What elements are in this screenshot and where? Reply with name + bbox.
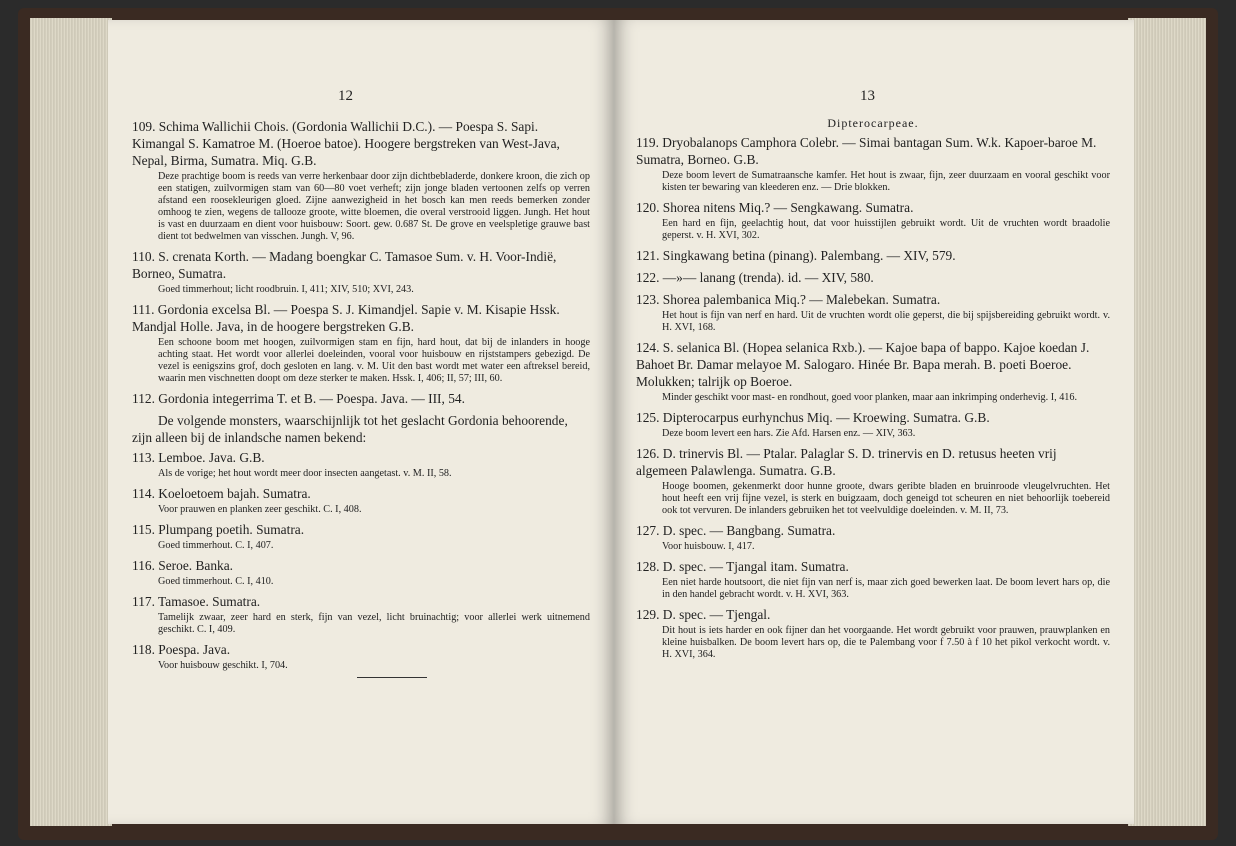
entry-description: Hooge boomen, gekenmerkt door hunne groote, dwars geribte bladen en bruinroode vleugelvruchten. Het hout heeft een vrij fijne vezel, is sterk en buigzaam, doch geneigd tot scheuren en niet behoorlijk toebereid ook tot vervuren. De inlanders gebruiken het tot veelvuldige doeleinden. v. M. II, 73. — [662, 481, 1110, 516]
entry-heading: 111. Gordonia excelsa Bl. — Poespa S. J. Kimandjel. Sapie v. M. Kisapie Hssk. Mandjal Holle. Java, in de hoogere bergstreken G.B. — [132, 302, 560, 334]
entry-115 — [132, 521, 590, 552]
entry-110 — [132, 248, 590, 296]
right-page-text — [636, 116, 1110, 666]
entry-description: Deze prachtige boom is reeds van verre herkenbaar door zijn dichtbebladerde, donkere kroon, die zich op een statigen, zuilvormigen stam van 60—80 voet verheft; zijn jonge bladen vertoonen zelfs op verren afstand een roosekleurigen gloed. Zijne aanwezigheid in het bosch kan men reeds bemerken zonder omhoog te zien, wegens de tallooze groote, witte bloemen, die overal verstrooid liggen. Jungh. Het hout is vast en duurzaam en dient voor huisbouw: Soort. gew. 0.687 St. De grove en veelspletige grauwe bast dient tot bedwelmen van visschen. Jungh. V, 96. — [158, 171, 590, 242]
end-rule — [357, 677, 427, 678]
entry-118 — [132, 641, 590, 672]
entry-description: Goed timmerhout; licht roodbruin. I, 411; XIV, 510; XVI, 243. — [158, 284, 414, 295]
entry-description: Een hard en fijn, geelachtig hout, dat voor huisstijlen gebruikt wordt. Uit de vruchten wordt braadolie geperst. v. H. XVI, 302. — [662, 218, 1110, 241]
entry-description: Voor huisbouw. I, 417. — [662, 541, 755, 552]
intro-paragraph: De volgende monsters, waarschijnlijk tot het geslacht Gordonia behoorende, zijn alleen bij de inlandsche namen bekend: — [132, 413, 568, 445]
entry-121 — [636, 247, 1110, 264]
entry-heading: 128. D. spec. — Tjangal itam. Sumatra. — [636, 559, 849, 574]
entry-113 — [132, 449, 590, 480]
entry-heading: 127. D. spec. — Bangbang. Sumatra. — [636, 523, 836, 538]
left-page-text — [132, 118, 590, 678]
entry-description: Tamelijk zwaar, zeer hard en sterk, fijn van vezel, licht bruinachtig; voor allerlei werk uitnemend geschikt. C. I, 409. — [158, 612, 590, 635]
entry-description: Het hout is fijn van nerf en hard. Uit de vruchten wordt olie geperst, die bij spijsbereiding gebruikt wordt. v. H. XVI, 168. — [662, 310, 1110, 333]
entry-heading: 124. S. selanica Bl. (Hopea selanica Rxb.). — Kajoe bapa of bappo. Kajoe koedan J. Bahoet Br. Damar melayoe M. Salogaro. Hinée Br. Bapa merah. B. poeti Boeroe. Molukken; talrijk op Boeroe. — [636, 340, 1090, 389]
entry-heading: 125. Dipterocarpus eurhynchus Miq. — Kroewing. Sumatra. G.B. — [636, 410, 990, 425]
entry-heading: 114. Koeloetoem bajah. Sumatra. — [132, 486, 311, 501]
left-page — [108, 20, 614, 824]
entry-114 — [132, 485, 590, 516]
section-title: Dipterocarpeae. — [827, 116, 919, 130]
page-number-left: 12 — [338, 88, 353, 104]
entry-125 — [636, 409, 1110, 440]
entry-116 — [132, 557, 590, 588]
entry-111 — [132, 301, 590, 385]
entry-description: Goed timmerhout. C. I, 407. — [158, 540, 274, 551]
entry-description: Dit hout is iets harder en ook fijner dan het voorgaande. Het wordt gebruikt voor prauwen, prauwplanken en kleine huisbalken. De boom levert hars op, die te Palembang voor f 7.50 à f 10 het pikol verkocht wordt. v. H. XVI, 364. — [662, 625, 1110, 660]
entry-description: Voor huisbouw geschikt. I, 704. — [158, 660, 288, 671]
entry-117 — [132, 593, 590, 636]
page-number-right: 13 — [860, 88, 875, 104]
entry-119 — [636, 134, 1110, 194]
entry-122 — [636, 269, 1110, 286]
entry-heading: 118. Poespa. Java. — [132, 642, 231, 657]
entry-heading: 119. Dryobalanops Camphora Colebr. — Simai bantagan Sum. W.k. Kapoer-baroe M. Sumatra, Borneo. G.B. — [636, 135, 1097, 167]
entry-109 — [132, 118, 590, 243]
entry-heading: 113. Lemboe. Java. G.B. — [132, 450, 265, 465]
entry-129 — [636, 606, 1110, 661]
entry-126 — [636, 445, 1110, 517]
entry-heading: 116. Seroe. Banka. — [132, 558, 234, 573]
entry-heading: 117. Tamasoe. Sumatra. — [132, 594, 261, 609]
entry-heading: 122. —»— lanang (trenda). id. — XIV, 580. — [636, 270, 874, 285]
entry-heading: 109. Schima Wallichii Chois. (Gordonia Wallichii D.C.). — Poespa S. Sapi. Kimangal S. Kamatroe M. (Hoeroe batoe). Hoogere bergstreken van West-Java, Nepal, Birma, Sumatra. Miq. G.B. — [132, 119, 560, 168]
entry-120 — [636, 199, 1110, 242]
entry-112 — [132, 390, 590, 407]
page-edges-right — [1128, 18, 1206, 826]
entry-heading: 123. Shorea palembanica Miq.? — Malebekan. Sumatra. — [636, 292, 941, 307]
entry-128 — [636, 558, 1110, 601]
entry-heading: 121. Singkawang betina (pinang). Palembang. — XIV, 579. — [636, 248, 956, 263]
entry-description: Deze boom levert de Sumatraansche kamfer. Het hout is zwaar, fijn, zeer duurzaam en vooral geschikt voor kisten ter bewaring van kleederen enz. — Drie blokken. — [662, 170, 1110, 193]
entry-description: Een schoone boom met hoogen, zuilvormigen stam en fijn, hard hout, dat bij de inlanders in hooge achting staat. Het wordt voor allerlei doeleinden, vooral voor huisbouw en rijststampers gebezigd. De vezel is eenigszins grof, doch gesloten en lang. v. M. Uit den bast wordt met water een aftreksel bereid, waarin men vischnetten doopt om deze sterker te maken. Hssk. I, 406; II, 57; III, 60. — [158, 337, 590, 384]
entry-description: Voor prauwen en planken zeer geschikt. C. I, 408. — [158, 504, 362, 515]
entry-description: Deze boom levert een hars. Zie Afd. Harsen enz. — XIV, 363. — [662, 428, 916, 439]
entry-description: Goed timmerhout. C. I, 410. — [158, 576, 274, 587]
page-edges-left — [30, 18, 112, 826]
entry-124 — [636, 339, 1110, 404]
entry-description: Minder geschikt voor mast- en rondhout, goed voor planken, maar aan inkrimping onderhevig. I, 416. — [662, 392, 1078, 403]
entry-127 — [636, 522, 1110, 553]
entry-heading: 112. Gordonia integerrima T. et B. — Poespa. Java. — III, 54. — [132, 391, 465, 406]
right-page — [614, 20, 1134, 824]
entry-description: Als de vorige; het hout wordt meer door insecten aangetast. v. M. II, 58. — [158, 468, 452, 479]
entry-heading: 110. S. crenata Korth. — Madang boengkar C. Tamasoe Sum. v. H. Voor-Indië, Borneo, Sumatra. — [132, 249, 557, 281]
entry-heading: 126. D. trinervis Bl. — Ptalar. Palaglar S. D. trinervis en D. retusus heeten vrij algemeen Palawlenga. Sumatra. G.B. — [636, 446, 1057, 478]
entry-heading: 115. Plumpang poetih. Sumatra. — [132, 522, 305, 537]
entry-heading: 120. Shorea nitens Miq.? — Sengkawang. Sumatra. — [636, 200, 914, 215]
entry-heading: 129. D. spec. — Tjengal. — [636, 607, 771, 622]
entry-123 — [636, 291, 1110, 334]
entry-description: Een niet harde houtsoort, die niet fijn van nerf is, maar zich goed bewerken laat. De boom levert hars op, die in den handel gebracht wordt. v. H. XVI, 363. — [662, 577, 1110, 600]
